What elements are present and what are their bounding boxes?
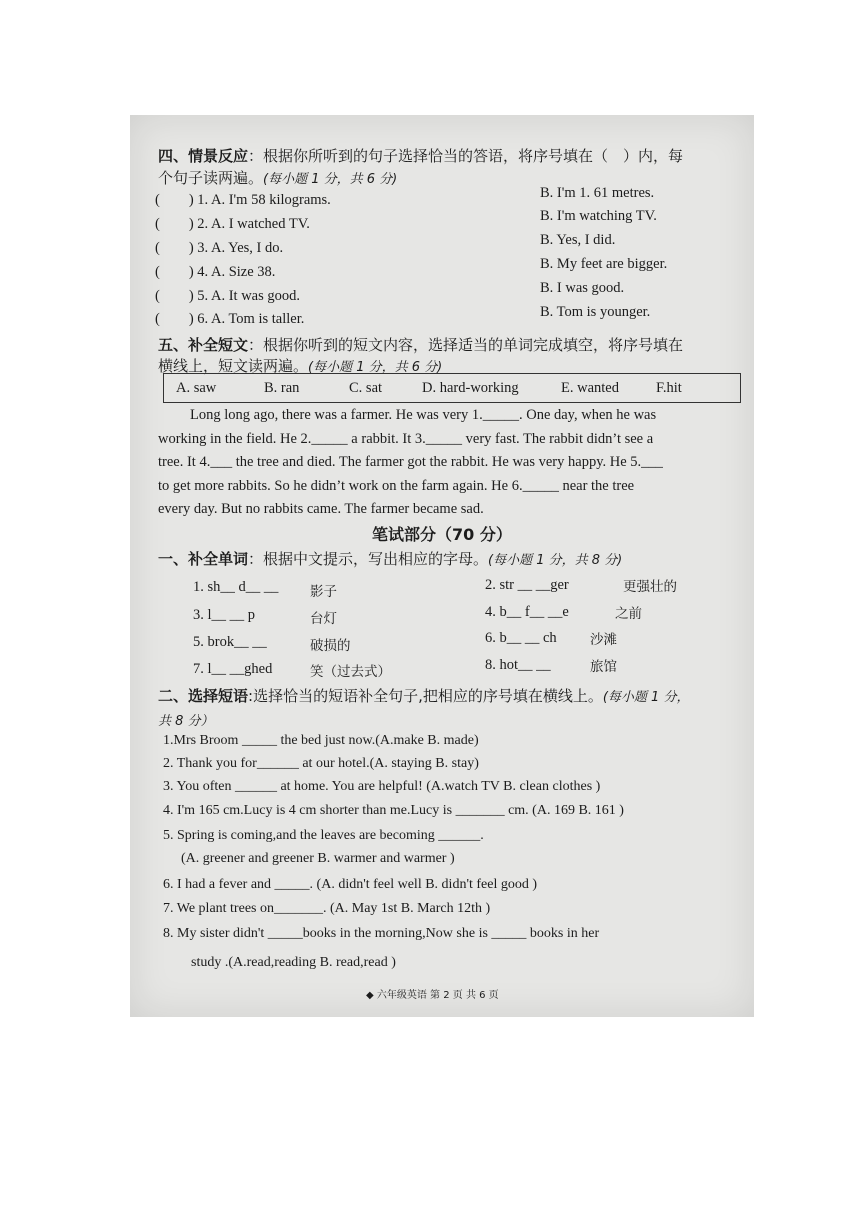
word-options-box	[163, 373, 741, 403]
word-item: 7. l__ __ghed	[193, 661, 273, 677]
word-hint: 笑（过去式）	[310, 664, 391, 680]
passage-line: Long long ago, there was a farmer. He was very 1._____. One day, when he was	[190, 407, 657, 423]
word-item: 5. brok__ __	[193, 634, 267, 650]
section5-instruction-line2: 横线上，短文读两遍。(每小题 1 分，共 6 分)	[158, 357, 443, 375]
option-d: D. hard-working	[422, 380, 519, 396]
list-item: ( ) 3. A. Yes, I do.	[155, 240, 284, 256]
list-item: ( ) 2. A. I watched TV.	[155, 216, 310, 232]
list-item: 6. I had a fever and _____. (A. didn't feel well B. didn't feel good )	[163, 877, 537, 892]
option-c: C. sat	[349, 380, 383, 396]
list-item-option-b: B. Tom is younger.	[540, 304, 651, 320]
option-f: F.hit	[656, 380, 682, 396]
list-item-option-b: B. I was good.	[540, 280, 625, 296]
passage-line: every day. But no rabbits came. The farmer became sad.	[158, 501, 484, 517]
written-part-title: 笔试部分（70 分）	[372, 525, 512, 544]
list-item: 7. We plant trees on_______. (A. May 1st B. March 12th )	[163, 901, 491, 916]
list-item: ( ) 5. A. It was good.	[155, 288, 301, 304]
word-hint: 沙滩	[590, 632, 617, 648]
word-hint: 台灯	[310, 611, 337, 627]
section5-instruction-line1: 五、补全短文：根据你听到的短文内容，选择适当的单词完成填空，将序号填在	[158, 336, 684, 354]
list-item: ( ) 6. A. Tom is taller.	[155, 311, 305, 327]
list-item: ( ) 1. A. I'm 58 kilograms.	[155, 192, 331, 208]
list-item: 8. My sister didn't _____books in the morning,Now she is _____ books in her	[163, 926, 600, 941]
list-item-option-b: B. Yes, I did.	[540, 232, 616, 248]
list-item: 3. You often ______ at home. You are helpful! (A.watch TV B. clean clothes )	[163, 779, 601, 794]
word-item: 1. sh__ d__ __	[193, 579, 279, 595]
passage	[158, 404, 754, 522]
word-hint: 之前	[615, 606, 642, 622]
option-a: A. saw	[176, 380, 217, 396]
page-footer: ◆ 六年级英语 第 2 页 共 6 页	[366, 990, 499, 1001]
word-hint: 影子	[310, 584, 337, 600]
option-e: E. wanted	[561, 380, 619, 396]
list-item-option-b: B. My feet are bigger.	[540, 256, 668, 272]
part1-instruction: 一、补全单词：根据中文提示，写出相应的字母。(每小题 1 分，共 8 分)	[158, 550, 623, 568]
word-item: 2. str __ __ger	[485, 577, 569, 593]
part2-instruction-line2: 共 8 分）	[158, 714, 214, 729]
list-item: 1.Mrs Broom _____ the bed just now.(A.make B. made)	[163, 733, 479, 748]
list-item: 5. Spring is coming,and the leaves are becoming ______.	[163, 828, 484, 843]
word-hint: 更强壮的	[623, 579, 677, 595]
option-b: B. ran	[264, 380, 300, 396]
passage-line: to get more rabbits. So he didn’t work on the farm again. He 6._____ near the tree	[158, 477, 635, 494]
passage-line: tree. It 4.___ the tree and died. The farmer got the rabbit. He was very happy. He 5.___	[158, 454, 663, 470]
part2-instruction-line1: 二、选择短语:选择恰当的短语补全句子,把相应的序号填在横线上。(每小题 1 分，	[158, 687, 690, 705]
list-item: ( ) 4. A. Size 38.	[155, 264, 276, 280]
word-item: 6. b__ __ ch	[485, 630, 557, 646]
word-hint: 旅馆	[590, 659, 617, 675]
section4-instruction-line2: 个句子读两遍。(每小题 1 分，共 6 分)	[158, 169, 398, 187]
word-hint: 破损的	[310, 638, 351, 654]
list-item: 2. Thank you for______ at our hotel.(A. staying B. stay)	[163, 756, 479, 771]
word-item: 3. l__ __ p	[193, 607, 256, 623]
list-item-options: study .(A.read,reading B. read,read )	[191, 955, 396, 970]
list-item-option-b: B. I'm 1. 61 metres.	[540, 185, 655, 201]
section4-instruction-line1: 四、情景反应：根据你所听到的句子选择恰当的答语，将序号填在（ ）内，每	[158, 147, 684, 165]
list-item-options: (A. greener and greener B. warmer and warmer )	[181, 851, 455, 866]
list-item-option-b: B. I'm watching TV.	[540, 208, 657, 224]
word-item: 4. b__ f__ __e	[485, 604, 569, 620]
passage-line: working in the field. He 2._____ a rabbit. It 3._____ very fast. The rabbit didn’t see a	[158, 430, 654, 447]
word-item: 8. hot__ __	[485, 657, 551, 673]
list-item: 4. I'm 165 cm.Lucy is 4 cm shorter than me.Lucy is _______ cm. (A. 169 B. 161 )	[163, 803, 624, 818]
